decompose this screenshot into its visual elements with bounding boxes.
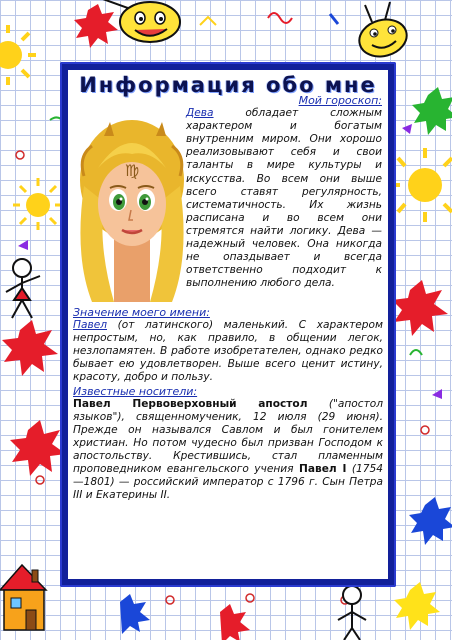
stick-figure-girl-icon bbox=[6, 259, 40, 318]
house-icon bbox=[0, 565, 46, 630]
famous-person-2-text: (1754—1801) — российский император с 1796 г. Сын Петра III и Екатерины II. bbox=[73, 463, 383, 502]
paint-splat-yellow-icon bbox=[394, 582, 440, 630]
sun-left-icon bbox=[13, 178, 62, 230]
sun-top-left-icon bbox=[0, 25, 36, 85]
paint-splat-blue-bottom-icon bbox=[120, 594, 150, 634]
horoscope-heading: Мой гороскоп: bbox=[298, 94, 382, 107]
paint-splat-red-top-icon bbox=[74, 4, 118, 48]
famous-person-2-name: Павел I bbox=[299, 463, 347, 476]
smiley-face-top-right-icon bbox=[355, 2, 411, 62]
horoscope-section bbox=[186, 94, 382, 290]
name-meaning-heading: Значение моего имени: bbox=[73, 306, 210, 319]
paint-splat-blue-icon bbox=[409, 497, 452, 545]
name-link[interactable]: Павел bbox=[73, 319, 107, 332]
name-meaning-text: (от латинского) маленький. С характером непростым, но, как правило, в общении легок, незлопамятен. В работе изобретателен, однако редко бывает ею удовлетворен. Выше всего ценит истину, красоту, добро и пользу. bbox=[73, 319, 383, 384]
paint-splat-red-right-icon bbox=[392, 280, 448, 336]
paint-splat-green-icon bbox=[412, 87, 452, 135]
paint-splat-red-left-icon bbox=[2, 320, 58, 376]
page-title: Информация обо мне bbox=[79, 73, 377, 97]
virgo-link[interactable]: Дева bbox=[186, 107, 214, 120]
content-paper bbox=[68, 70, 388, 579]
famous-bearers-heading: Известные носители: bbox=[73, 384, 198, 398]
famous-person-1-name: Павел Первоверховный апостол bbox=[73, 397, 308, 410]
smiley-face-top-left-icon bbox=[100, 0, 180, 42]
virgo-girl-portrait-image bbox=[74, 106, 190, 302]
virgo-symbol-icon: ♍ bbox=[124, 161, 140, 180]
horoscope-text: обладает сложным характером и богатым внутренним миром. Они хорошо реализовывают себя и свои таланты в мире культуры и искусства. Во всем они выше всего ставят регулярность, систематичность. Их жизнь расписана и во всем они стремятся найти логику. Дева — надежный человек. Она никогда не опаздывает и всегда ответственно подходит к выполнению любого дела. bbox=[186, 107, 382, 290]
sun-right-icon bbox=[392, 148, 452, 222]
paint-splat-red-bottom-center-icon bbox=[220, 604, 250, 640]
lower-section bbox=[73, 306, 383, 502]
stick-figure-right-icon bbox=[338, 586, 366, 640]
famous-person-1-text: ("апостол языков"), священномученик, 12 июля (29 июня). Прежде он назывался Савлом и был гонителем христиан. Но потом чудесно был призван Господом к апостольству. Крестившись, стал пламенным проповедником евангельского учения bbox=[73, 397, 383, 476]
paint-splat-red-bottom-icon bbox=[10, 420, 66, 476]
